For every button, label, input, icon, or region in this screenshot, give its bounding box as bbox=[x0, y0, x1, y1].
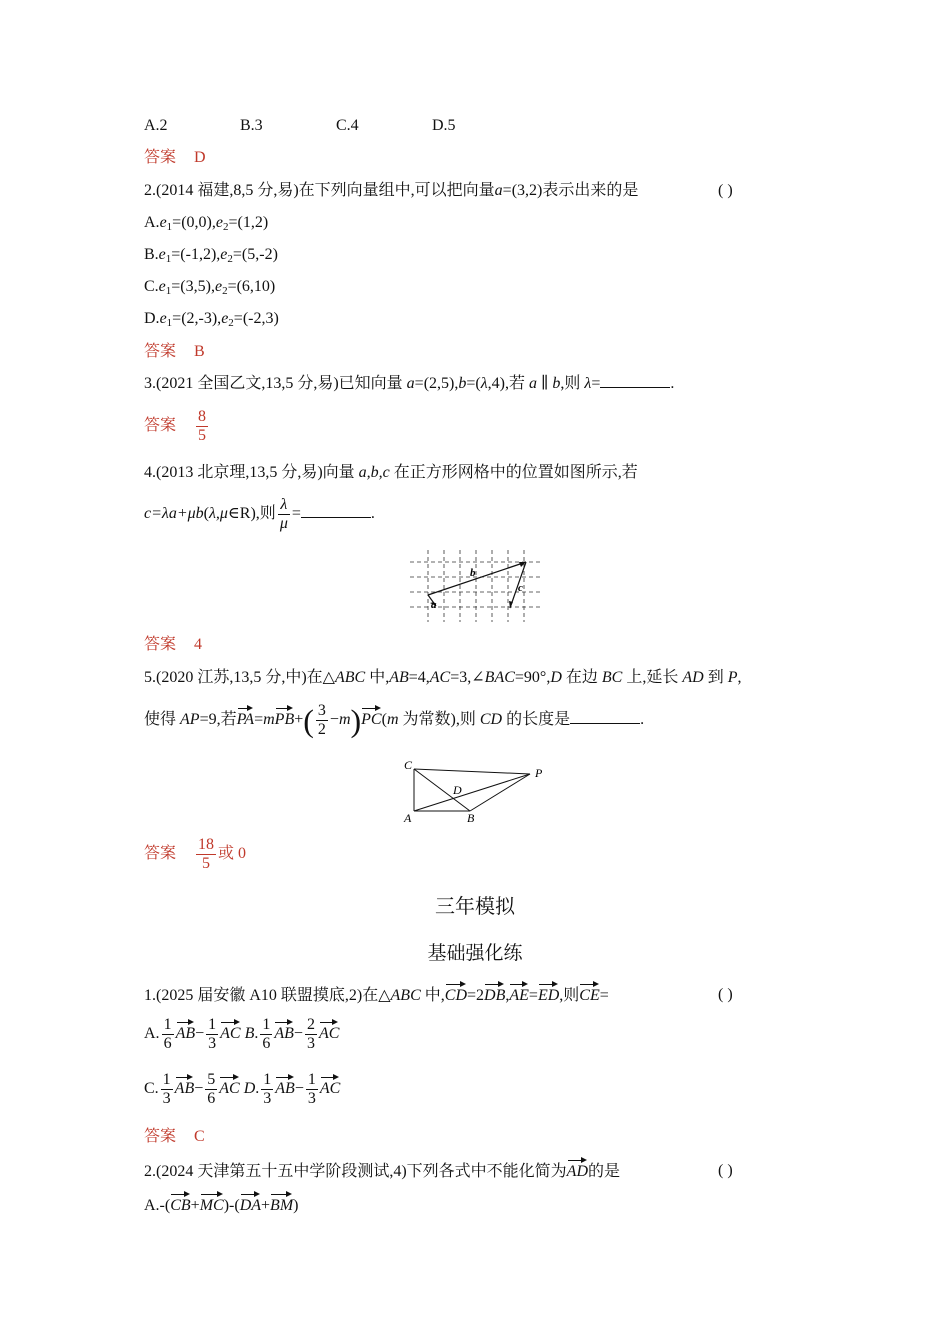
label-c: c bbox=[518, 582, 523, 594]
vec-pa: PA bbox=[237, 704, 254, 729]
t: AD bbox=[682, 669, 704, 686]
vec: AC bbox=[219, 1073, 239, 1098]
answer-tail: 或 0 bbox=[218, 845, 247, 863]
q3-t2: =(2,5), bbox=[414, 375, 459, 392]
t: m bbox=[386, 711, 399, 729]
vec-bm: BM bbox=[270, 1190, 293, 1215]
t: ABC bbox=[334, 669, 366, 686]
q3-t6: = bbox=[591, 375, 601, 392]
t: =90°, bbox=[514, 669, 551, 686]
opt-label: B. bbox=[144, 246, 159, 263]
q4-t2d: ∈R),则 bbox=[227, 505, 276, 523]
q2-text: 2.(2014 福建,8,5 分,易)在下列向量组中,可以把向量 bbox=[144, 182, 495, 199]
t: 到 bbox=[703, 669, 728, 686]
s1-options-ab bbox=[144, 1016, 339, 1053]
n: 1 bbox=[263, 1071, 272, 1088]
vec-db: DB bbox=[484, 980, 505, 1005]
q3-a: a bbox=[406, 375, 415, 392]
q2-option-b: $B.e_1=(-1,2),e_2=(5,-2)$ bbox=[144, 246, 278, 265]
vec: AC bbox=[320, 1073, 340, 1098]
d: 3 bbox=[208, 1035, 217, 1052]
t: 1.(2025 届安徽 A10 联盟摸底,2)在△ bbox=[144, 987, 391, 1004]
q4-end: . bbox=[370, 505, 375, 523]
label-A: A bbox=[404, 811, 412, 825]
t: BC bbox=[601, 669, 623, 686]
n: 2 bbox=[306, 1016, 315, 1033]
label-D: D bbox=[453, 783, 462, 797]
opt-label: A. bbox=[144, 214, 160, 231]
frac bbox=[260, 1016, 272, 1053]
vec-ed: ED bbox=[538, 980, 559, 1005]
opt-e1: =(0,0), bbox=[172, 214, 216, 231]
frac-den: 2 bbox=[317, 721, 326, 738]
t: ) bbox=[293, 1197, 299, 1214]
t: , bbox=[737, 669, 742, 686]
q4-stem-line2 bbox=[144, 496, 375, 533]
vec: AB bbox=[274, 1018, 294, 1043]
t: AP bbox=[180, 711, 200, 729]
answer-value: D bbox=[194, 149, 206, 166]
answer-label: 答案 bbox=[144, 417, 177, 435]
vec-da: DA bbox=[240, 1190, 261, 1215]
vec-mc: MC bbox=[200, 1190, 224, 1215]
t: 中, bbox=[420, 987, 445, 1004]
q3-stem bbox=[144, 373, 674, 395]
n: 1 bbox=[208, 1016, 217, 1033]
q4-eq: c=λa+μb bbox=[144, 505, 204, 523]
q2-answer bbox=[144, 341, 205, 363]
frac-den: μ bbox=[279, 515, 288, 532]
n: 1 bbox=[262, 1016, 271, 1033]
d: 6 bbox=[207, 1090, 216, 1107]
q5-stem-line2: 使得 AP=9,若PA=mPB+( $\frac{3}{2}$ −m)PC(m 为常数),则 CD 的长度是 . bbox=[144, 702, 645, 739]
frac bbox=[306, 1071, 318, 1108]
frac-num: 18 bbox=[198, 836, 215, 853]
frac bbox=[206, 1016, 218, 1053]
q4-t1b: 在正方形网格中的位置如图所示,若 bbox=[389, 464, 638, 481]
n: 1 bbox=[162, 1071, 171, 1088]
frac bbox=[261, 1071, 273, 1108]
vec: AB bbox=[275, 1073, 295, 1098]
vec-cb: CB bbox=[170, 1190, 190, 1215]
label-a: a bbox=[431, 599, 437, 611]
section-subtitle: 基础强化练 bbox=[427, 942, 523, 964]
t: ,则 bbox=[559, 987, 580, 1004]
vec-cd: CD bbox=[445, 980, 467, 1005]
s1-answer bbox=[144, 1126, 205, 1148]
q2-vec-a: a bbox=[494, 182, 503, 199]
q3-t4: ,4),若 bbox=[487, 375, 529, 392]
s2-option-a bbox=[144, 1190, 298, 1216]
answer-label: 答案 bbox=[144, 636, 177, 653]
answer-fraction bbox=[196, 836, 216, 873]
t: = bbox=[599, 987, 609, 1004]
frac-num: 8 bbox=[198, 408, 207, 425]
q4-t1: 4.(2013 北京理,13,5 分,易)向量 bbox=[144, 464, 359, 481]
d: 3 bbox=[263, 1090, 272, 1107]
answer-blank bbox=[301, 503, 371, 518]
t: AC bbox=[429, 669, 451, 686]
s1-stem bbox=[144, 980, 609, 1006]
prev-question-options bbox=[144, 115, 528, 137]
opt-e2: =(6,10) bbox=[227, 278, 276, 295]
frac-den: 5 bbox=[202, 855, 211, 872]
opt-c-label: C. bbox=[144, 1080, 159, 1098]
option-c: C.4 bbox=[336, 117, 359, 134]
opt-a-label: A. bbox=[144, 1025, 160, 1043]
d: 3 bbox=[306, 1035, 315, 1052]
t: m bbox=[263, 711, 275, 729]
t: . bbox=[640, 711, 645, 729]
t: 5.(2020 江苏,13,5 分,中)在△ bbox=[144, 669, 335, 686]
vec: AC bbox=[319, 1018, 339, 1043]
label-b: b bbox=[470, 567, 476, 579]
vec: AB bbox=[175, 1073, 195, 1098]
d: 6 bbox=[163, 1035, 172, 1052]
lambda-over-mu bbox=[278, 496, 290, 533]
t: m bbox=[338, 711, 351, 729]
frac-num: 3 bbox=[317, 702, 326, 719]
answer-label: 答案 bbox=[144, 845, 177, 863]
three-halves bbox=[316, 702, 328, 739]
t: 的是 bbox=[588, 1163, 621, 1180]
answer-value: B bbox=[194, 343, 205, 360]
t: + bbox=[190, 1197, 200, 1214]
t: A.-( bbox=[144, 1197, 171, 1214]
d: 3 bbox=[162, 1090, 171, 1107]
q4-abc: a,b,c bbox=[358, 464, 390, 481]
t: =4, bbox=[408, 669, 430, 686]
opt-e2: =(-2,3) bbox=[233, 310, 279, 327]
q4-t2c: λ,μ bbox=[208, 505, 228, 523]
answer-label: 答案 bbox=[144, 149, 177, 166]
opt-e1: =(3,5), bbox=[171, 278, 215, 295]
q3-answer bbox=[144, 408, 210, 445]
t: 中, bbox=[365, 669, 390, 686]
q2-option-a: $A.e_1=(0,0),e_2=(1,2)$ bbox=[144, 214, 269, 233]
n: 5 bbox=[207, 1071, 216, 1088]
label-P: P bbox=[535, 766, 543, 780]
frac bbox=[162, 1016, 174, 1053]
triangle-figure bbox=[400, 756, 550, 826]
t: ( bbox=[381, 711, 387, 729]
t: , bbox=[505, 987, 510, 1004]
opt-e2: =(5,-2) bbox=[232, 246, 278, 263]
op: − bbox=[195, 1025, 205, 1043]
q4-answer bbox=[144, 634, 202, 656]
d: 3 bbox=[307, 1090, 316, 1107]
frac bbox=[305, 1016, 317, 1053]
s1-paren: ( ) bbox=[718, 986, 733, 1003]
q2-text-mid: =(3,2)表示出来的是 bbox=[502, 182, 639, 199]
option-d: D.5 bbox=[432, 117, 456, 134]
t: 2.(2024 天津第五十五中学阶段测试,4)下列各式中不能化简为 bbox=[144, 1163, 567, 1180]
t: )-( bbox=[223, 1197, 240, 1214]
opt-b-label: B bbox=[244, 1025, 255, 1043]
opt-e1: =(2,-3), bbox=[172, 310, 222, 327]
answer-label: 答案 bbox=[144, 343, 177, 360]
t: 上,延长 bbox=[622, 669, 683, 686]
vec: AC bbox=[220, 1018, 240, 1043]
answer-blank bbox=[600, 373, 670, 388]
q2-option-c: $C.e_1=(3,5),e_2=(6,10)$ bbox=[144, 278, 276, 297]
q2-stem bbox=[144, 180, 638, 202]
vec-ae: AE bbox=[509, 980, 529, 1005]
q5-answer bbox=[144, 836, 246, 873]
t: + bbox=[294, 711, 304, 729]
q3-t1: 3.(2021 全国乙文,13,5 分,易)已知向量 bbox=[144, 375, 407, 392]
q3-lam: λ bbox=[480, 375, 488, 392]
t: AB bbox=[389, 669, 409, 686]
n: 1 bbox=[163, 1016, 172, 1033]
n: 1 bbox=[307, 1071, 316, 1088]
frac-den: 5 bbox=[198, 427, 207, 444]
s2-stem bbox=[144, 1156, 620, 1182]
dot: . bbox=[254, 1025, 259, 1043]
q3-t3: =( bbox=[466, 375, 481, 392]
q3-t5: ,则 bbox=[560, 375, 585, 392]
q2-option-d: $D.e_1=(2,-3),e_2=(-2,3)$ bbox=[144, 310, 279, 329]
t: + bbox=[261, 1197, 271, 1214]
vec-ce: CE bbox=[579, 980, 599, 1005]
t: D bbox=[550, 669, 562, 686]
t: 的长度是 bbox=[502, 711, 571, 729]
option-b: B.3 bbox=[240, 117, 263, 134]
vec-pc: PC bbox=[361, 704, 381, 729]
t: =9,若 bbox=[199, 711, 237, 729]
q3-a2: a bbox=[529, 375, 537, 392]
t: − bbox=[329, 711, 339, 729]
option-a: A.2 bbox=[144, 117, 168, 134]
t: CD bbox=[479, 711, 503, 729]
label-B: B bbox=[467, 811, 475, 825]
s1-options-cd bbox=[144, 1071, 340, 1108]
vec: AB bbox=[176, 1018, 196, 1043]
t: ABC bbox=[390, 987, 421, 1004]
q3-b: b bbox=[458, 375, 467, 392]
frac bbox=[161, 1071, 173, 1108]
section-title: 三年模拟 bbox=[435, 894, 515, 918]
t: P bbox=[727, 669, 738, 686]
opt-e2: =(1,2) bbox=[228, 214, 269, 231]
answer-value: 4 bbox=[194, 636, 203, 653]
t: BAC bbox=[484, 669, 515, 686]
grid-figure bbox=[408, 548, 544, 624]
t: = bbox=[254, 711, 264, 729]
opt-label: C. bbox=[144, 278, 159, 295]
opt-label: D. bbox=[144, 310, 160, 327]
t: 在边 bbox=[561, 669, 602, 686]
vec-pb: PB bbox=[275, 704, 295, 729]
answer-label: 答案 bbox=[144, 1128, 177, 1145]
label-C: C bbox=[404, 758, 413, 772]
answer-value: C bbox=[194, 1128, 205, 1145]
q4-stem-line1 bbox=[144, 462, 638, 484]
q3-end: . bbox=[670, 375, 675, 392]
opt-d-label: D bbox=[243, 1080, 256, 1098]
q4-t2e: = bbox=[291, 505, 301, 523]
frac bbox=[205, 1071, 217, 1108]
answer-fraction bbox=[196, 408, 208, 445]
op: − bbox=[194, 1080, 204, 1098]
t: =3,∠ bbox=[450, 669, 485, 686]
t: 使得 bbox=[144, 711, 181, 729]
q3-b2: b bbox=[552, 375, 561, 392]
q3-lam2: λ bbox=[584, 375, 592, 392]
t: 为常数),则 bbox=[398, 711, 480, 729]
q5-stem-line1 bbox=[144, 667, 741, 689]
q2-paren: ( ) bbox=[718, 182, 733, 199]
answer-blank bbox=[570, 709, 640, 724]
s2-paren: ( ) bbox=[718, 1162, 733, 1179]
q3-par: ∥ bbox=[537, 375, 553, 392]
op: − bbox=[294, 1080, 304, 1098]
d: 6 bbox=[262, 1035, 271, 1052]
vec-ad: AD bbox=[567, 1156, 588, 1181]
t: = bbox=[528, 987, 538, 1004]
dot: . bbox=[255, 1080, 260, 1098]
prev-answer bbox=[144, 147, 206, 169]
t: =2 bbox=[467, 987, 485, 1004]
q4-t2b: ( bbox=[203, 505, 209, 523]
frac-num: λ bbox=[278, 496, 290, 515]
opt-e1: =(-1,2), bbox=[171, 246, 221, 263]
op: − bbox=[293, 1025, 303, 1043]
